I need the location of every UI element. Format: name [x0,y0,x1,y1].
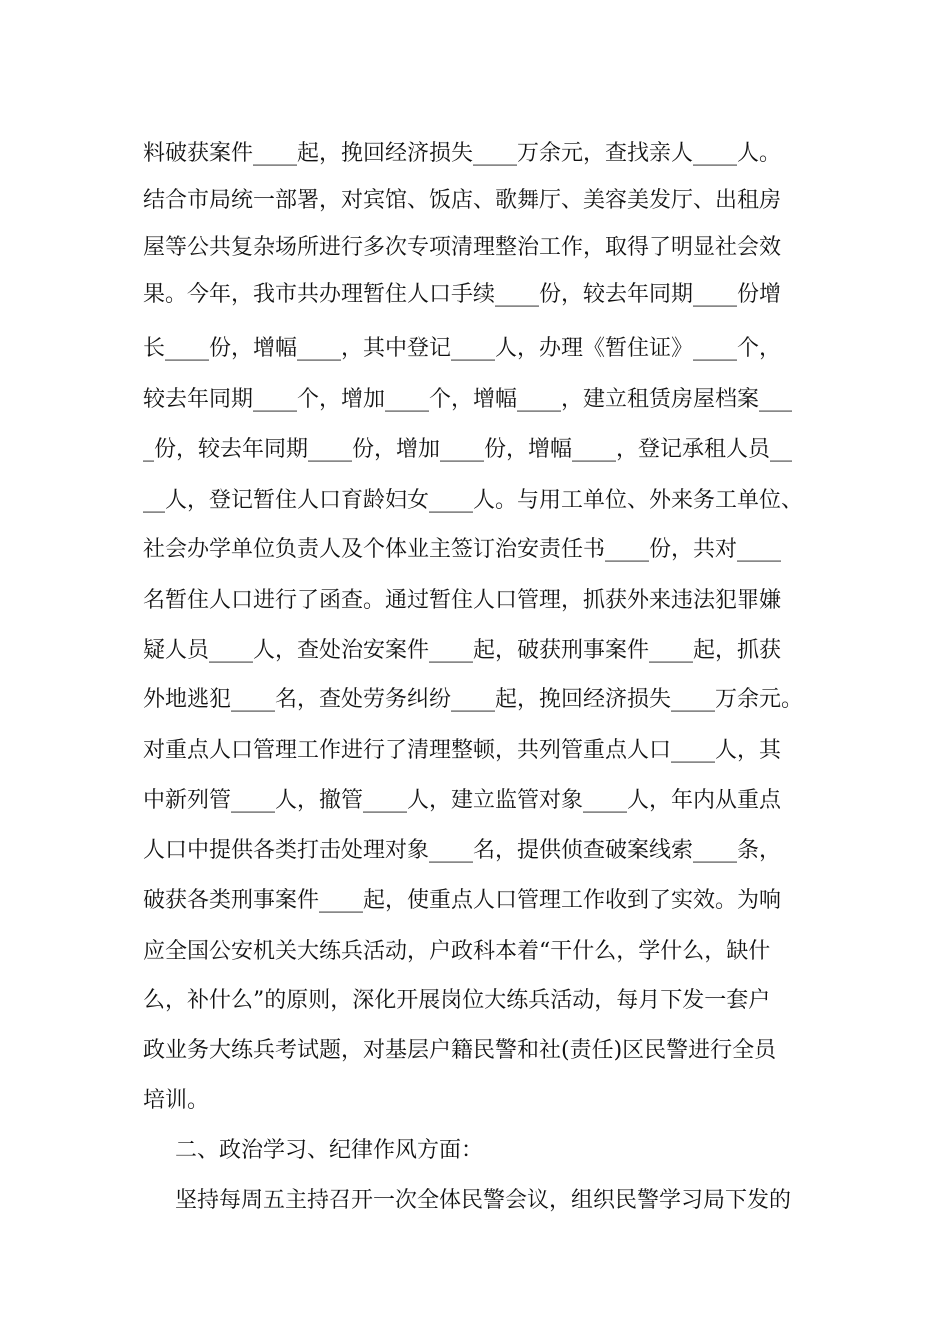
text-line: 结合市局统一部署，对宾馆、饭店、歌舞厅、美容美发厅、出租房 [143,188,782,213]
text-line: 对重点人口管理工作进行了清理整顿，共列管重点人口____人，其 [143,738,782,763]
text-line: _份，较去年同期____份，增加____份，增幅____，登记承租人员__ [143,437,793,462]
text-line: 中新列管____人，撤管____人，建立监管对象____人，年内从重点 [143,788,782,813]
text-line: 培训。 [143,1088,210,1113]
section-heading: 二、政治学习、纪律作风方面： [175,1138,484,1163]
text-line: 名暂住人口进行了函查。通过暂住人口管理，抓获外来违法犯罪嫌 [143,588,782,613]
text-line: 应全国公安机关大练兵活动，户政科本着“干什么，学什么，缺什 [143,939,771,964]
text-line: 屋等公共复杂场所进行多次专项清理整治工作，取得了明显社会效 [143,235,782,260]
text-line: 外地逃犯____名，查处劳务纠纷____起，挽回经济损失____万余元。 [143,687,804,712]
text-line: __人，登记暂住人口育龄妇女____人。与用工单位、外来务工单位、 [143,488,804,513]
text-line: 人口中提供各类打击处理对象____名，提供侦查破案线索____条， [143,838,782,863]
text-line: 坚持每周五主持召开一次全体民警会议，组织民警学习局下发的 [175,1188,792,1213]
text-line: 政业务大练兵考试题，对基层户籍民警和社(责任)区民警进行全员 [143,1038,777,1063]
text-line: 么，补什么”的原则，深化开展岗位大练兵活动，每月下发一套户 [143,988,771,1013]
text-line: 料破获案件____起，挽回经济损失____万余元，查找亲人____人。 [143,141,782,166]
text-line: 长____份，增幅____，其中登记____人，办理《暂住证》____个， [143,336,782,361]
text-line: 较去年同期____个，增加____个，增幅____，建立租赁房屋档案___ [143,387,793,412]
text-line: 破获各类刑事案件____起，使重点人口管理工作收到了实效。为响 [143,888,782,913]
text-line: 社会办学单位负责人及个体业主签订治安责任书____份，共对____ [143,537,782,562]
text-line: 果。今年，我市共办理暂住人口手续____份，较去年同期____份增 [143,282,782,307]
text-line: 疑人员____人，查处治安案件____起，破获刑事案件____起，抓获 [143,638,782,663]
